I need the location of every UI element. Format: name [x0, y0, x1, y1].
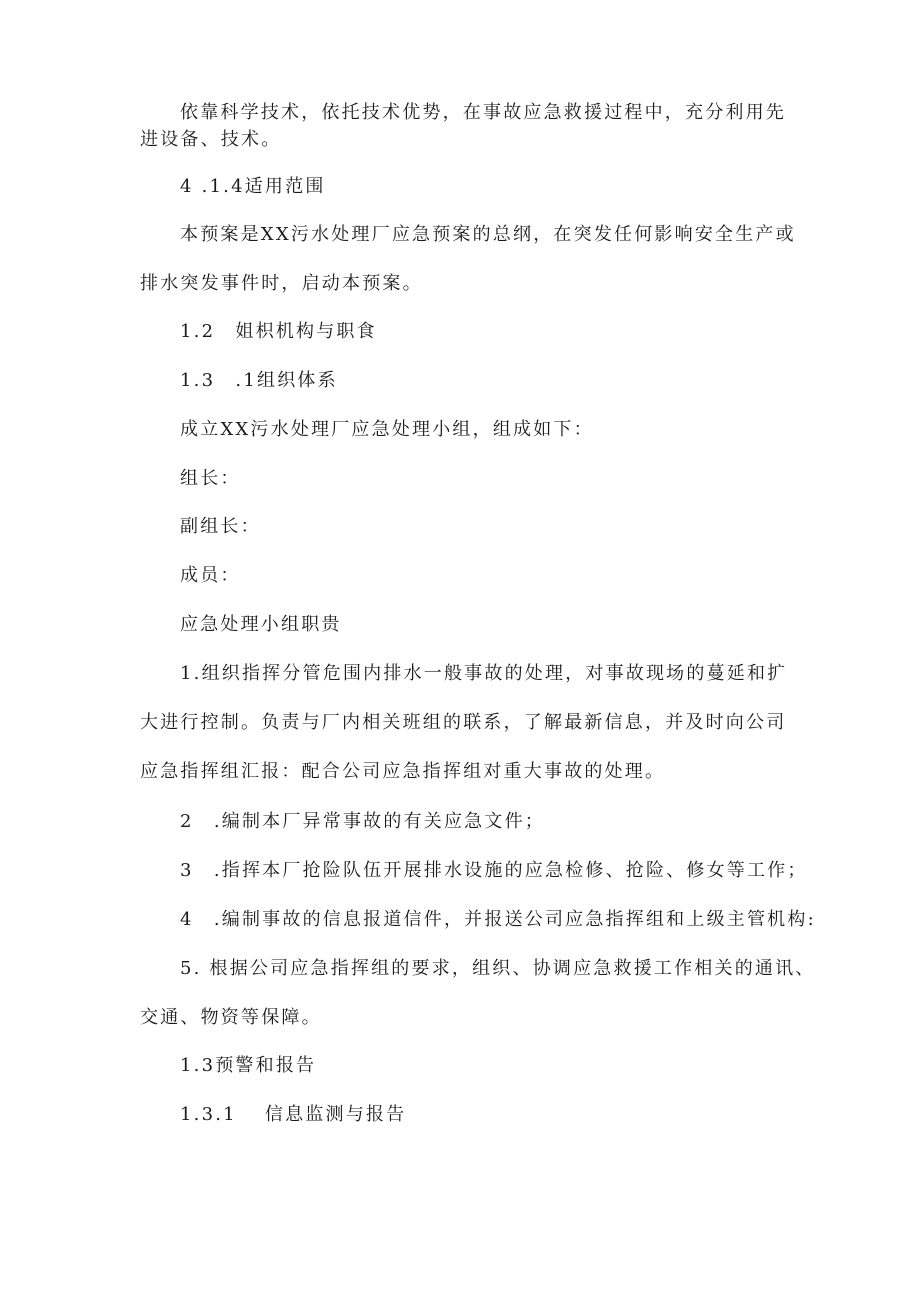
paragraph-line: 副组长： — [180, 516, 261, 537]
list-item-line: 4 .编制事故的信息报道信件，并报送公司应急指挥组和上级主管机构: — [180, 909, 816, 930]
paragraph-line: 依靠科学技术，依托技术优势，在事故应急救援过程中，充分利用先 — [180, 102, 786, 123]
list-item-line: 大进行控制。负责与厂内相关班组的联系，了解最新信息，并及时向公司 — [140, 712, 787, 733]
list-item-line: 1.组织指挥分管危围内排水一般事故的处理，对事故现场的蔓延和扩 — [180, 663, 788, 684]
paragraph-line: 成立XX污水处理厂应急处理小组，组成如下： — [180, 419, 594, 440]
paragraph-line: 应急处理小组职贵 — [180, 614, 342, 635]
section-heading: 1.3 .1组织体系 — [180, 370, 338, 391]
paragraph-line: 组长： — [180, 468, 241, 489]
paragraph-line: 进设备、技术。 — [140, 129, 282, 150]
section-heading: 1.3.1 信息监测与报告 — [180, 1104, 407, 1125]
list-item-line: 应急指挥组汇报：配合公司应急指挥组对重大事故的处理。 — [140, 761, 666, 782]
section-heading: 4 .1.4适用范围 — [180, 176, 326, 197]
paragraph-line: 排水突发事件时，启动本预案。 — [140, 273, 423, 294]
paragraph-line: 成员： — [180, 565, 241, 586]
list-item-line: 2 .编制本厂异常事故的有关应急文件； — [180, 811, 545, 832]
section-heading: 1.3预警和报告 — [180, 1055, 317, 1076]
list-item-line: 交通、物资等保障。 — [140, 1007, 322, 1028]
list-item-line: 5. 根据公司应急指挥组的要求，组织、协调应急救援工作相关的通讯、 — [180, 958, 816, 979]
paragraph-line: 本预案是XX污水处理厂应急预案的总纲，在突发任何影响安全生产或 — [180, 224, 796, 245]
list-item-line: 3 .指挥本厂抢险队伍开展排水设施的应急检修、抢险、修女等工作； — [180, 860, 808, 881]
section-heading: 1.2 姐枳机构与职食 — [180, 321, 377, 342]
